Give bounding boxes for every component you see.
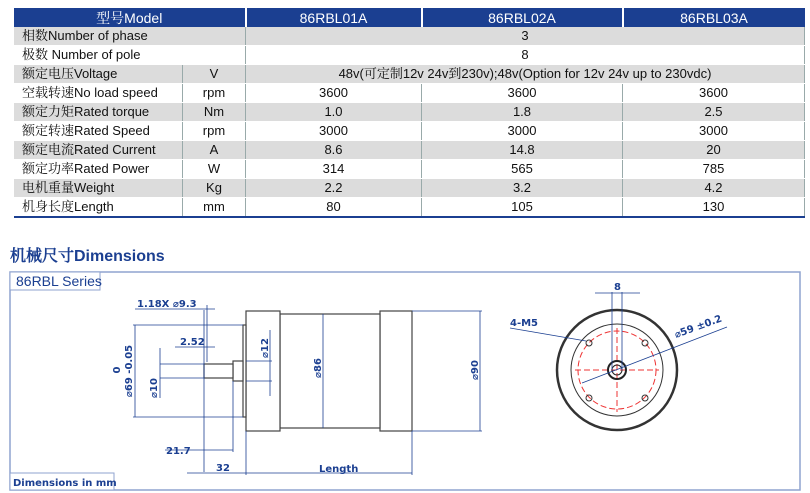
table-cell: 1.8: [422, 103, 623, 122]
tol-0: 0: [112, 366, 123, 374]
header-03a: 86RBL03A: [623, 8, 805, 27]
dim-8: 8: [614, 282, 621, 293]
dim-90: ⌀90: [470, 360, 481, 380]
dim-86: ⌀86: [313, 358, 324, 378]
dim-21-7: 21.7: [166, 446, 191, 457]
table-cell: 785: [623, 160, 805, 179]
dim-10: ⌀10: [149, 378, 160, 398]
table-cell: 3000: [422, 122, 623, 141]
table-cell: 空载转速No load speed: [14, 84, 183, 103]
table-cell: 1.0: [246, 103, 422, 122]
table-cell: 2.5: [623, 103, 805, 122]
table-cell: rpm: [183, 84, 246, 103]
table-row: 额定电压Voltage V 48v(可定制12v 24v到230v);48v(Option for 12v 24v up to 230vdc): [14, 65, 805, 84]
dim-69: ⌀69 -0.05: [124, 344, 135, 398]
table-cell: 2.2: [246, 179, 422, 198]
table-cell: 3600: [246, 84, 422, 103]
dim-32: 32: [216, 463, 230, 474]
table-cell: rpm: [183, 122, 246, 141]
table-cell: 8.6: [246, 141, 422, 160]
table-cell: 机身长度Length: [14, 198, 183, 218]
series-label: 86RBL Series: [16, 273, 102, 289]
table-row: 极数 Number of pole 8: [14, 46, 805, 65]
header-02a: 86RBL02A: [422, 8, 623, 27]
table-cell: 3.2: [422, 179, 623, 198]
table-cell: 80: [246, 198, 422, 218]
header-01a: 86RBL01A: [246, 8, 422, 27]
footer-label: Dimensions in mm: [13, 478, 117, 489]
table-cell: 3600: [623, 84, 805, 103]
table-cell: 额定电流Rated Current: [14, 141, 183, 160]
table-cell: W: [183, 160, 246, 179]
motor-side-view: [204, 311, 412, 431]
table-cell: 3600: [422, 84, 623, 103]
dim-12: ⌀12: [260, 338, 271, 358]
table-cell: 3000: [623, 122, 805, 141]
table-cell: Kg: [183, 179, 246, 198]
table-cell: A: [183, 141, 246, 160]
dim-59: ⌀59 ±0.2: [673, 313, 724, 341]
header-model: 型号Model: [14, 8, 246, 27]
keyway-dim: 1.18X ⌀9.3: [137, 299, 197, 310]
table-cell: 105: [422, 198, 623, 218]
table-cell: 565: [422, 160, 623, 179]
table-cell: 额定功率Rated Power: [14, 160, 183, 179]
table-cell: mm: [183, 198, 246, 218]
table-cell: 314: [246, 160, 422, 179]
motor-front-view: [510, 292, 727, 430]
table-cell: 130: [623, 198, 805, 218]
table-cell: 14.8: [422, 141, 623, 160]
table-row: 相数Number of phase 3: [14, 27, 805, 46]
dim-length: Length: [319, 464, 359, 475]
table-cell: 电机重量Weight: [14, 179, 183, 198]
table-cell: 3000: [246, 122, 422, 141]
table-cell: Nm: [183, 103, 246, 122]
dim-m5: 4-M5: [510, 318, 539, 329]
dimensions-title: 机械尺寸Dimensions: [10, 248, 165, 265]
table-cell: 额定力矩Rated torque: [14, 103, 183, 122]
table-cell: 4.2: [623, 179, 805, 198]
table-cell: 额定转速Rated Speed: [14, 122, 183, 141]
table-cell: 20: [623, 141, 805, 160]
dim-2-52: 2.52: [180, 337, 205, 348]
